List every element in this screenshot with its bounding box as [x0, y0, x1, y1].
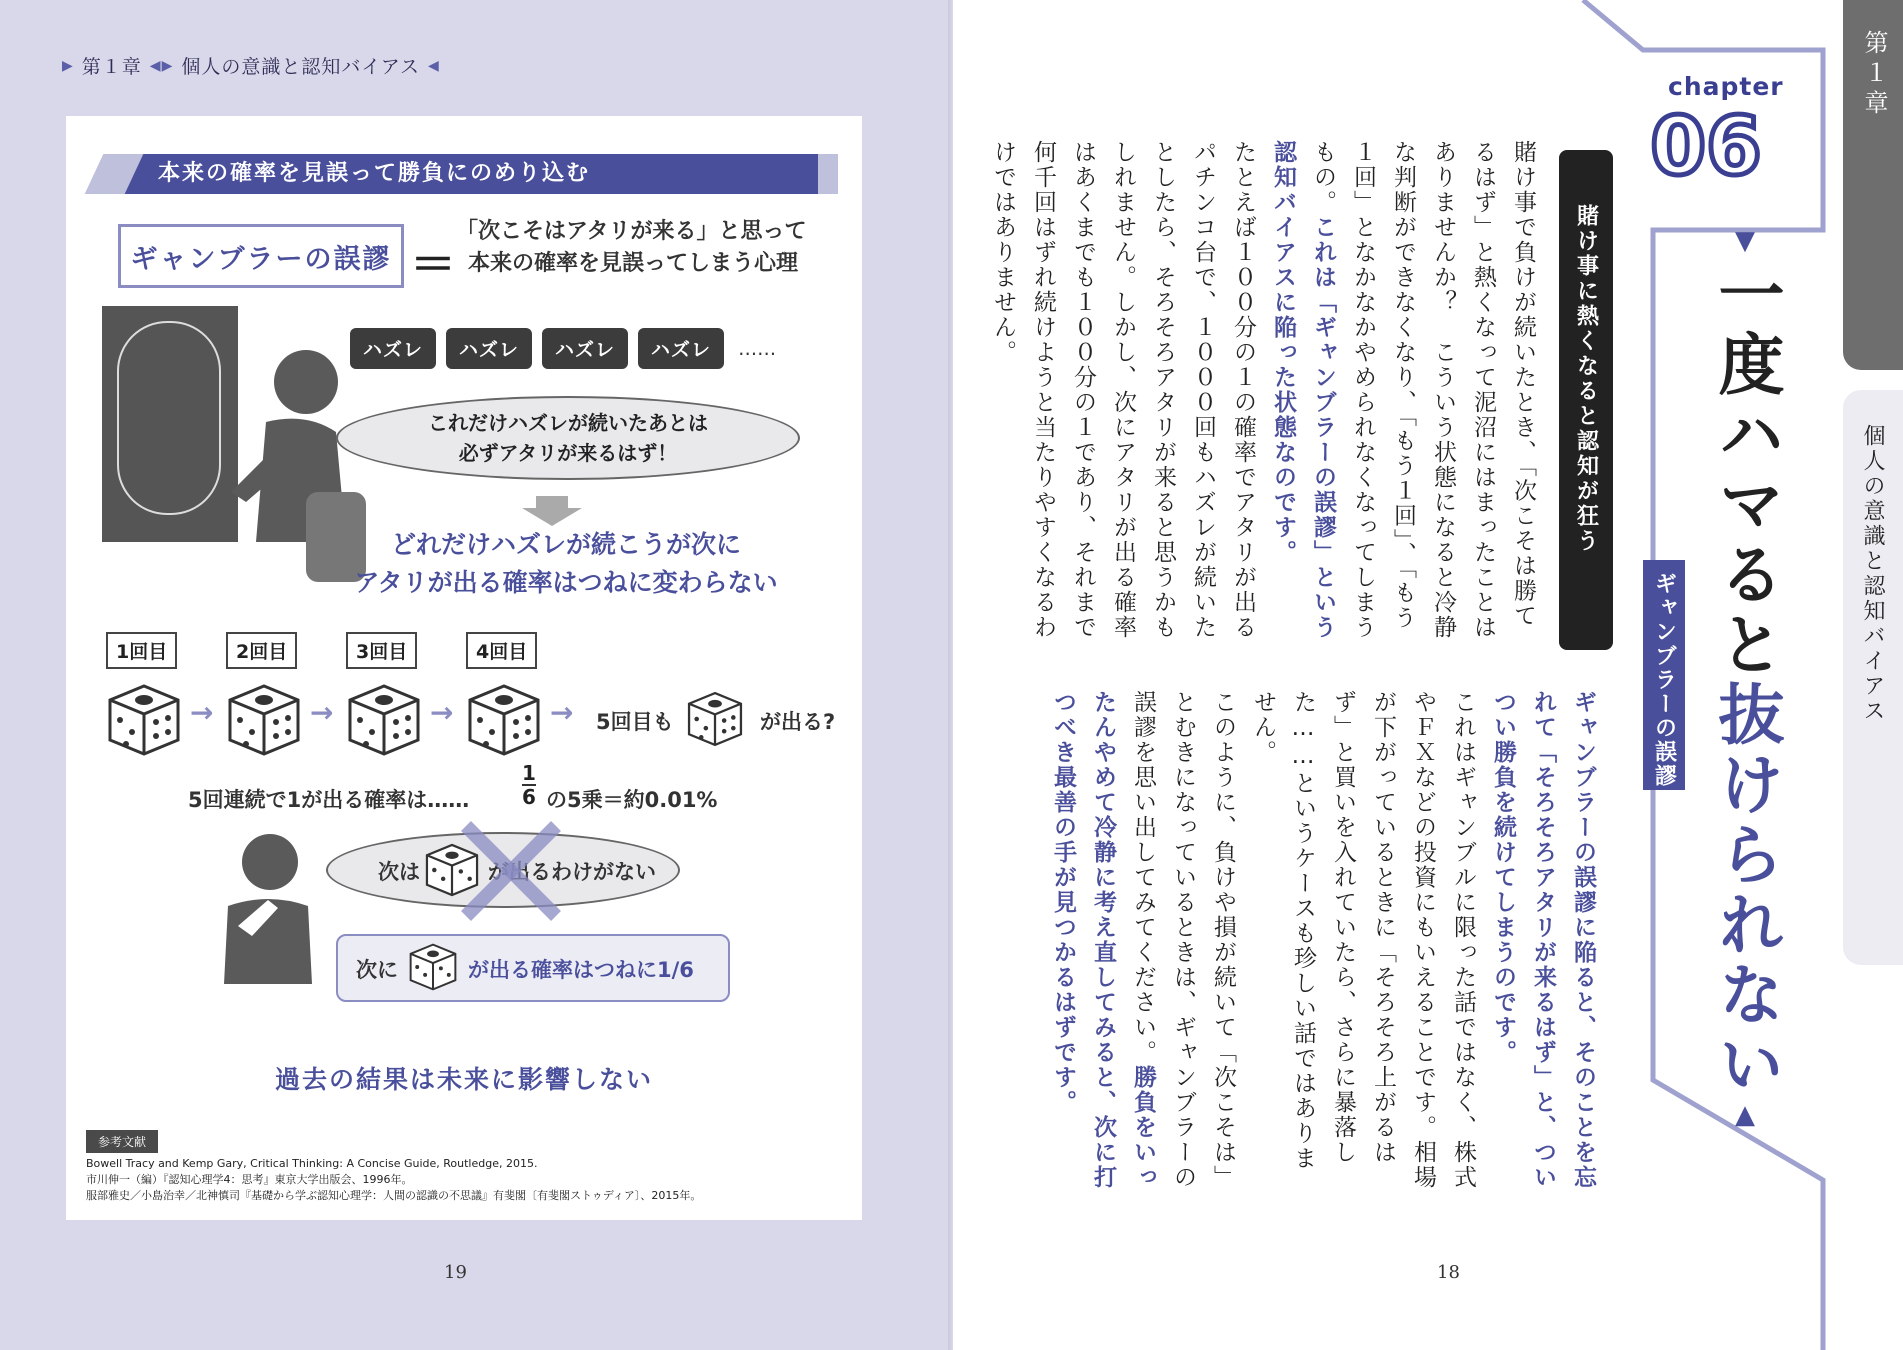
equals-sign: ＝ — [410, 237, 456, 291]
paragraph-2-bold: ギャンブラーの誤謬に陥ると、そのことを忘れて「そろそろアタリが来るはず」と、ついつい勝負を続けてしまうのです。 — [1490, 690, 1596, 1190]
chapter-number-graphic — [1650, 100, 1762, 193]
chips-ellipsis: …… — [738, 337, 777, 360]
triangle-left-icon: ◀ — [428, 57, 440, 74]
speech-bubble — [336, 396, 800, 480]
definition — [456, 216, 806, 280]
round-label: 3回目 — [346, 632, 417, 669]
reference-list — [86, 1156, 701, 1204]
breadcrumb-title: 個人の意識と認知バイアス — [181, 56, 421, 78]
slot-machine-screen — [117, 321, 221, 515]
arrow-right-icon: → — [310, 696, 334, 729]
arrow-right-icon: → — [430, 696, 454, 729]
fifth-round-label: 5回目も — [596, 710, 674, 734]
right-page — [953, 0, 1903, 1350]
reference-item: 服部雅史／小島治幸／北神慎司『基礎から学ぶ認知心理学：人間の認識の不思議』有斐閣〔有斐閣ストゥディア〕、2015年。 — [86, 1189, 702, 1202]
paragraph-4: このように、負けや損が続いて「次こそは」とむきになっているときは、ギャンブラーの誤謬を思い出してみてください。 — [1130, 690, 1236, 1190]
bubble-line: これだけハズレが続いたあとは — [428, 411, 708, 435]
paragraph-1: 賭け事で負けが続いたとき、「次こそは勝てるはず」と熱くなって泥沼にはまったことはありませんか？ こういう状態になると冷静な判断ができなくなり、「もう１回」、「もう１回」となかなかやめられなくなってしまうもの。 — [1310, 140, 1536, 640]
cross-mark-icon — [456, 816, 566, 926]
conclusion-line: アタリが出る確率はつねに変わらない — [354, 568, 778, 597]
chapter-number: 06 — [1650, 100, 1762, 193]
reference-item: Bowell Tracy and Kemp Gary, Critical Thinking: A Concise Guide, Routledge, 2015. — [86, 1157, 538, 1170]
miss-chip: ハズレ — [638, 328, 724, 369]
page-number-left: 19 — [444, 1262, 467, 1283]
thinking-person-icon — [208, 826, 328, 986]
conclusion-1 — [306, 526, 826, 602]
triangle-left-icon: ◀▶ — [149, 57, 174, 74]
definition-line: 本来の確率を見誤ってしまう心理 — [468, 251, 799, 276]
paragraph-2: たとえば１００分の１の確率でアタリが出るパチンコ台で、１０００回もハズレが続いたとしたら、そろそろアタリが来ると思うかもしれません。しかし、次にアタリが出る確率はあくまでも１００分の１であり、それまで何千回はずれ続けようと当たりやすくなるわけではありません。 — [990, 140, 1256, 640]
result-chips — [350, 328, 776, 369]
body-text-lower — [1050, 690, 1603, 1190]
arrow-right-icon: → — [550, 696, 574, 729]
body-text-upper — [990, 140, 1543, 640]
page-title — [1705, 226, 1785, 1134]
round-label: 1回目 — [106, 632, 177, 669]
definition-line: 「次こそはアタリが来る」と思って — [456, 219, 807, 244]
page-number-right: 18 — [1437, 1262, 1460, 1283]
reference-label: 参考文献 — [86, 1130, 158, 1153]
dice-icon — [346, 682, 422, 758]
term-box: ギャンブラーの誤謬 — [118, 224, 404, 288]
subheading-2 — [1643, 560, 1685, 790]
paragraph-3: これはギャンブルに限った話ではなく、株式やＦＸなどの投資にもいえることです。相場が下がっているときに「そろそろ上がるはず」と買いを入れていたら、さらに暴落した……というケースも珍しい話ではありません。 — [1250, 690, 1476, 1190]
box2-prefix: 次に — [356, 958, 398, 982]
triangle-down-icon: ▼ — [1730, 226, 1760, 260]
conclusion-2: 過去の結果は未来に影響しない — [274, 1065, 653, 1094]
paragraph-4-bold: 勝負をいったんやめて冷静に考え直してみると、次に打つべき最善の手が見つかるはずです。 — [1050, 690, 1156, 1190]
bubble-line: 必ずアタリが来るはず！ — [458, 441, 678, 465]
triangle-up-icon: ▲ — [1730, 1100, 1760, 1134]
miss-chip: ハズレ — [542, 328, 628, 369]
breadcrumb-chapter: 第１章 — [81, 56, 142, 78]
miss-chip: ハズレ — [350, 328, 436, 369]
miss-chip: ハズレ — [446, 328, 532, 369]
triangle-right-icon: ▶ — [62, 57, 74, 74]
chapter-label: chapter — [1668, 72, 1784, 101]
side-tab-chapter: 第１章 — [1860, 30, 1888, 120]
dice-icon — [106, 682, 182, 758]
fifth-round-suffix: が出る? — [760, 710, 836, 734]
dice-icon — [408, 942, 458, 992]
side-tab-title: 個人の意識と認知バイアス — [1860, 424, 1885, 724]
round-label: 4回目 — [466, 632, 537, 669]
illustration-panel — [66, 116, 862, 1220]
round-label: 2回目 — [226, 632, 297, 669]
bubble2-suffix: が出るわけがない — [488, 860, 656, 884]
fraction-numerator: 1 — [522, 761, 536, 785]
probability-suffix: の5乗＝約0.01% — [546, 788, 718, 812]
dice-icon — [226, 682, 302, 758]
title-part-1: 一度ハマると — [1707, 260, 1784, 680]
arrow-down-icon — [522, 496, 582, 526]
bubble2-prefix: 次は — [378, 860, 420, 884]
section-heading: 本来の確率を見誤って勝負にのめり込む — [106, 154, 818, 194]
dice-icon — [466, 682, 542, 758]
conclusion-line: どれだけハズレが続こうが次に — [390, 530, 741, 559]
breadcrumb — [62, 52, 440, 79]
box2-suffix: が出る確率はつねに1/6 — [468, 958, 694, 982]
paragraph-1-bold: これは「ギャンブラーの誤謬」という認知バイアスに陥った状態なのです。 — [1270, 140, 1336, 640]
subheading-2-text: ギャンブラーの誤謬 — [1651, 572, 1677, 788]
dice-icon — [686, 690, 744, 748]
probability-prefix: 5回連続で1が出る確率は…… — [188, 788, 470, 812]
fraction-denominator: 6 — [522, 785, 536, 809]
chapter-title-side-tab — [1843, 390, 1903, 965]
subheading-1-text: 賭け事に熱くなると認知が狂う — [1573, 204, 1599, 554]
reference-item: 市川伸一（編）『認知心理学4：思考』東京大学出版会、1996年。 — [86, 1173, 413, 1186]
fraction — [522, 762, 536, 808]
chapter-side-tab — [1843, 0, 1903, 370]
title-part-2: 抜けられない — [1707, 680, 1784, 1100]
correct-probability-box — [336, 934, 730, 1002]
slot-machine-illustration — [102, 306, 238, 542]
subheading-1 — [1559, 150, 1613, 650]
arrow-right-icon: → — [190, 696, 214, 729]
